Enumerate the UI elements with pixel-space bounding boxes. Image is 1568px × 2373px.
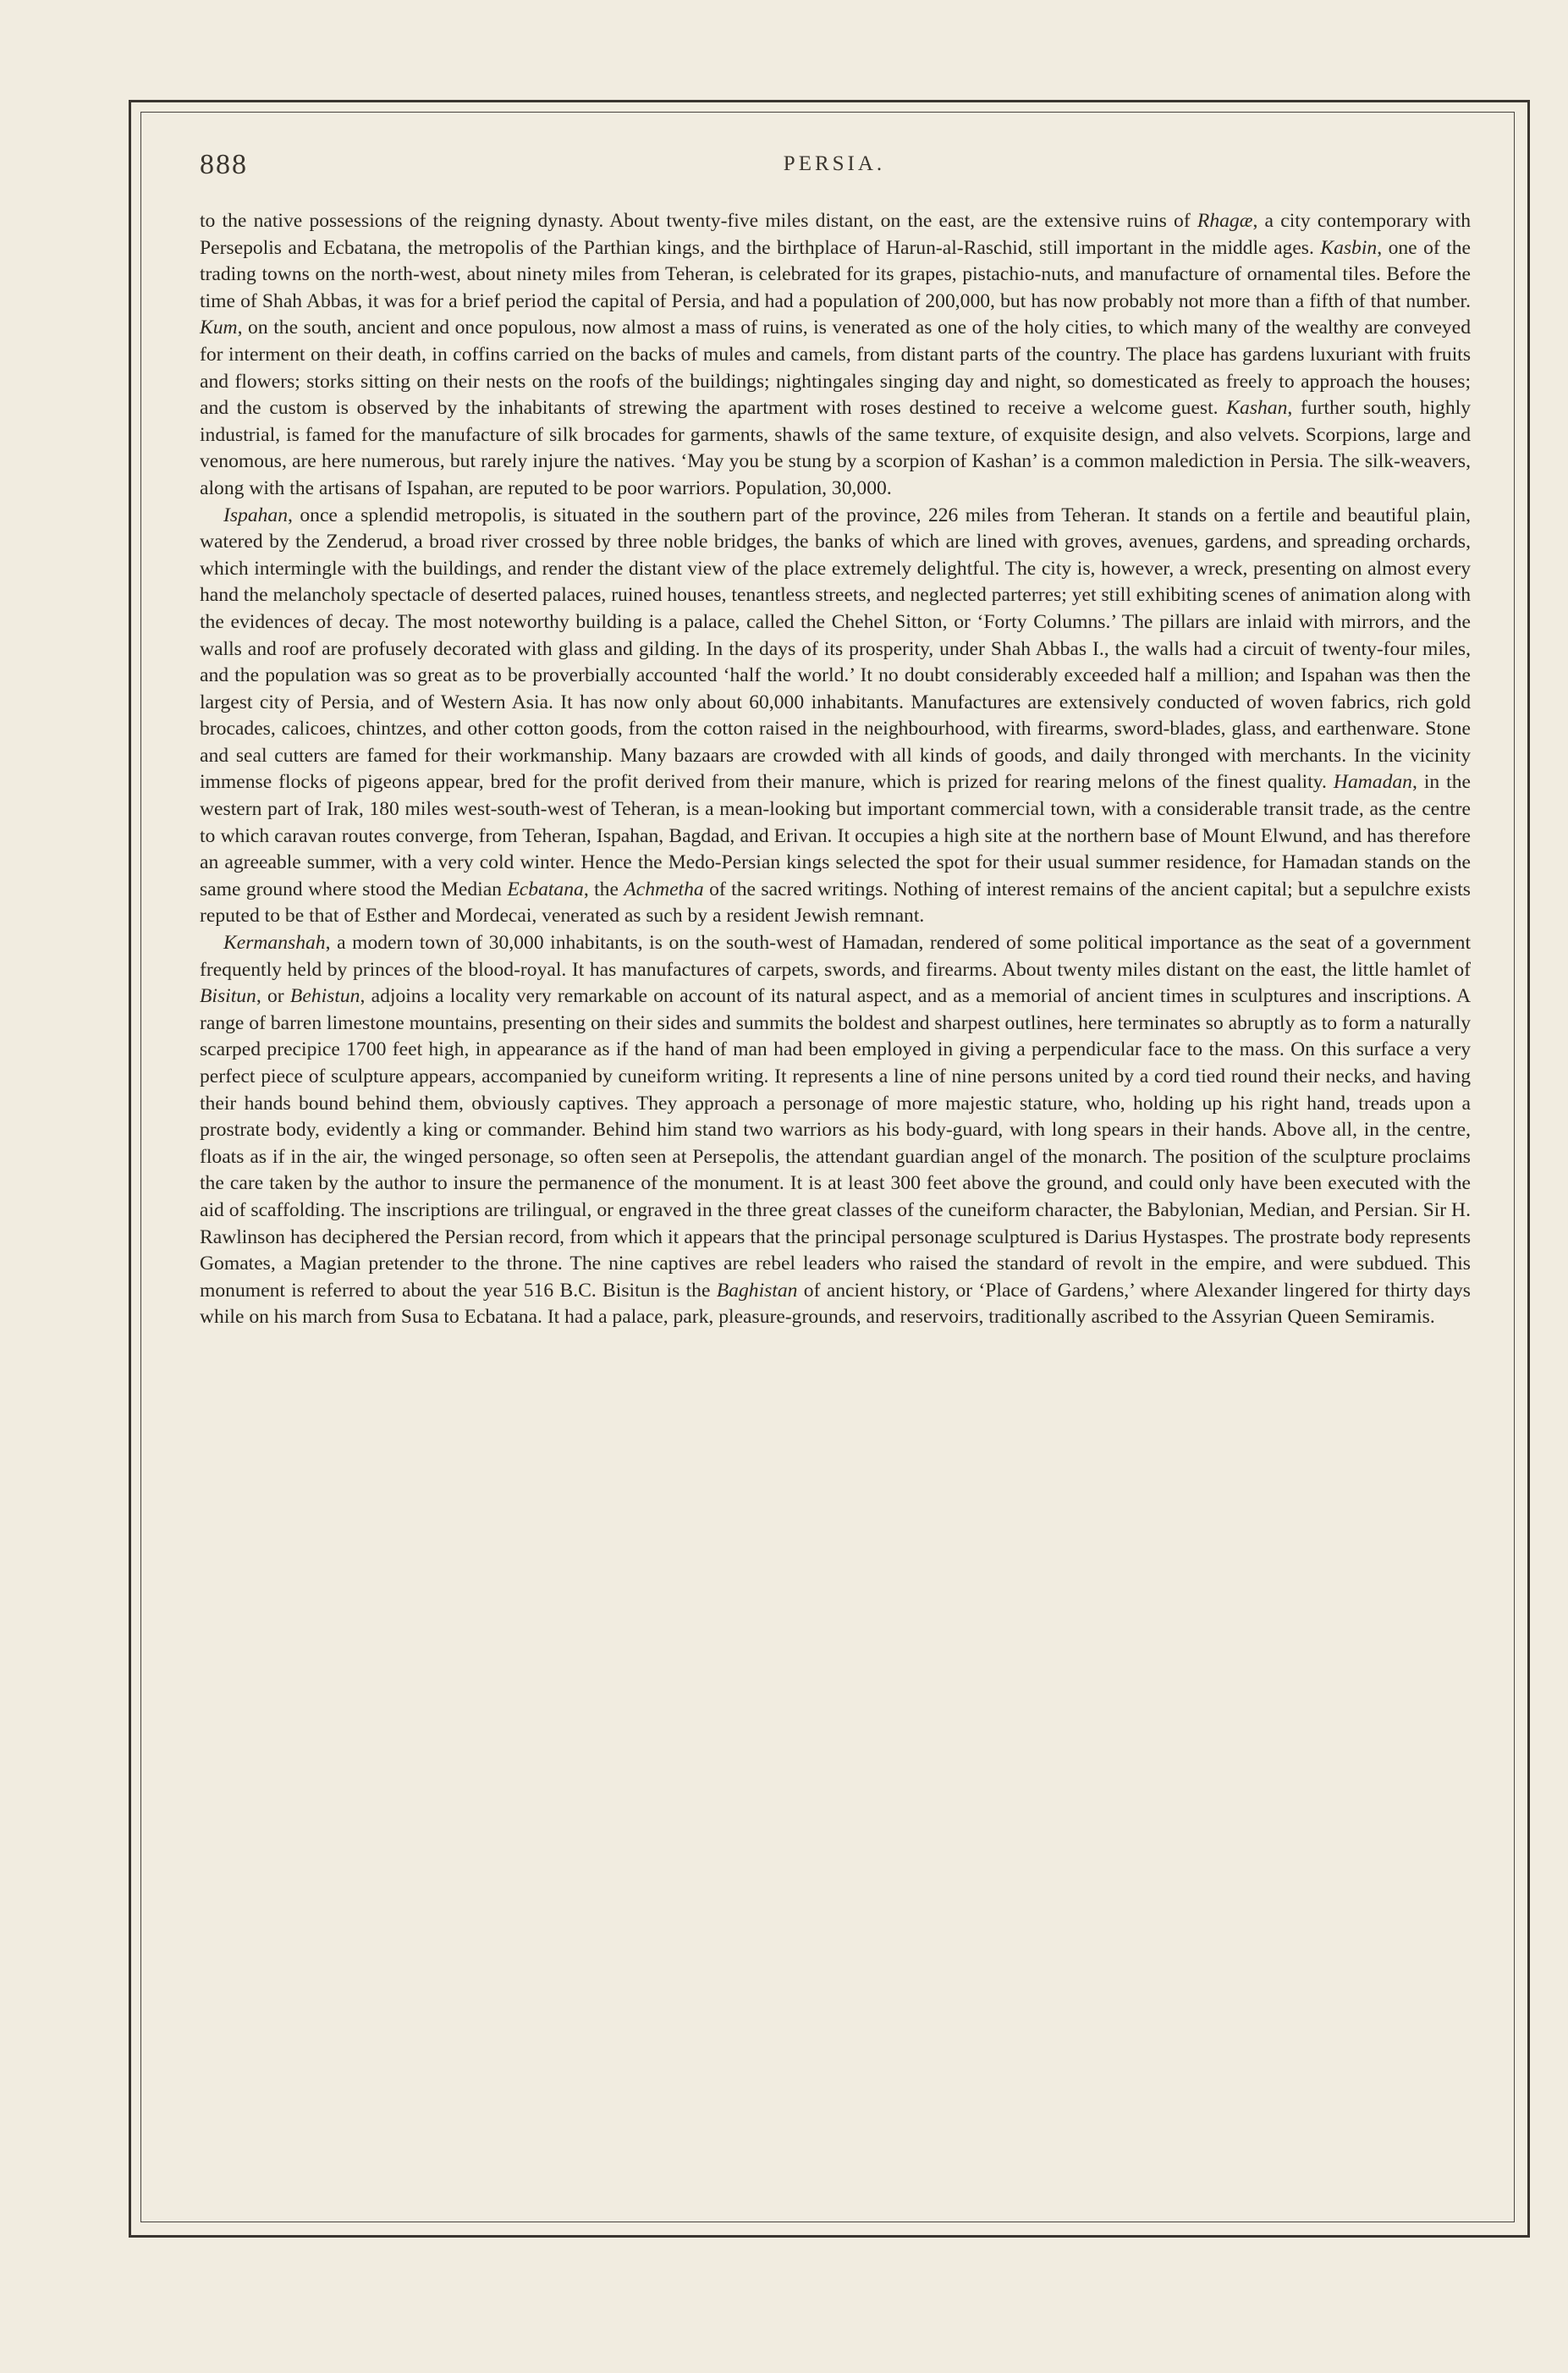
text-run: , a city contemporary with Persepolis and Ecbatana, the metropolis of the Parthian kings, and the birthplace of Harun-al-Raschid, still important in the middle ages. bbox=[200, 210, 1472, 259]
page-header bbox=[200, 149, 1469, 183]
italic-place-name: Kermanshah bbox=[223, 932, 326, 955]
italic-place-name: Kashan bbox=[1226, 397, 1288, 420]
italic-place-name: Kum bbox=[200, 317, 238, 339]
italic-place-name: Ecbatana bbox=[507, 878, 584, 900]
page-number: 888 bbox=[200, 149, 248, 180]
italic-place-name: Hamadan bbox=[1333, 771, 1412, 794]
italic-place-name: Baghistan bbox=[716, 1279, 798, 1302]
text-run: , or bbox=[256, 985, 290, 1008]
italic-place-name: Ispahan bbox=[223, 504, 289, 526]
italic-place-name: Rhagæ bbox=[1197, 210, 1253, 232]
italic-place-name: Achmetha bbox=[624, 878, 704, 900]
italic-place-name: Kasbin bbox=[1320, 236, 1378, 259]
text-run: , a modern town of 30,000 inhabitants, is on the south-west of Hamadan, rendered of some political importance as the seat of a government frequently held by princes of the blood-royal. It has manufactures of carpets, swords, and firearms. About twenty miles distant on the east, the little hamlet of bbox=[200, 932, 1471, 981]
paragraph bbox=[200, 208, 1471, 503]
text-run: , the bbox=[583, 878, 624, 900]
text-run: , one of the trading towns on the north-west, about ninety miles from Teheran, is celebrated for its grapes, pistachio-nuts, and manufacture of ornamental tiles. Before the time of Shah Abbas, it was for a brief period the capital of Persia, and had a population of 200,000, but has now probably not more than a fifth of that number. bbox=[200, 236, 1471, 312]
italic-place-name: Bisitun bbox=[200, 985, 256, 1008]
text-run: of ancient history, or ‘Place of Gardens,’ where Alexander lingered for thirty days while on his march from Susa to Ecbatana. It had a palace, park, pleasure-grounds, and reservoirs, traditionally ascribed to the Assyrian Queen Semiramis. bbox=[200, 1279, 1471, 1329]
text-run: , further south, highly industrial, is famed for the manufacture of silk brocades for garments, shawls of the same texture, of exquisite design, and also velvets. Scorpions, large and venomous, are here numerous, but rarely injure the natives. ‘May you be stung by a scorpion of Kashan’ is a common malediction in Persia. The silk-weavers, along with the artisans of Ispahan, are reputed to be poor warriors. Population, 30,000. bbox=[200, 397, 1471, 499]
paragraph bbox=[200, 930, 1471, 1331]
body-text bbox=[200, 208, 1471, 1331]
text-run: , adjoins a locality very remarkable on account of its natural aspect, and as a memorial of ancient times in sculptures and inscriptions. A range of barren limestone mountains, presenting on their sides and summits the boldest and sharpest outlines, here terminates so abruptly as to form a naturally scarped precipice 1700 feet high, in appearance as if the hand of man had been employed in giving a perpendicular face to the mass. On this surface a very perfect piece of sculpture appears, accompanied by cuneiform writing. It represents a line of nine persons united by a cord tied round their necks, and having their hands bound behind them, obviously captives. They approach a personage of more majestic stature, who, holding up his right hand, treads upon a prostrate body, evidently a king or commander. Behind him stand two warriors as his body-guard, with long spears in their hands. Above all, in the centre, floats as if in the air, the winged personage, so often seen at Persepolis, the attendant guardian angel of the monarch. The position of the sculpture proclaims the care taken by the author to insure the permanence of the monument. It is at least 300 feet above the ground, and could only have been executed with the aid of scaffolding. The inscriptions are trilingual, or engraved in the three great classes of the cuneiform character, the Babylonian, Median, and Persian. Sir H. Rawlinson has deciphered the Persian record, from which it appears that the principal personage sculptured is Darius Hystaspes. The prostrate body represents Gomates, a Magian pretender to the throne. The nine captives are rebel leaders who raised the standard of revolt in the empire, and were subdued. This monument is referred to about the year 516 B.C. Bisitun is the bbox=[200, 985, 1471, 1302]
text-run: , once a splendid metropolis, is situated in the southern part of the province, 226 miles from Teheran. It stands on a fertile and beautiful plain, watered by the Zenderud, a broad river crossed by three noble bridges, the banks of which are lined with groves, avenues, gardens, and spreading orchards, which intermingle with the buildings, and render the distant view of the place extremely delightful. The city is, however, a wreck, presenting on almost every hand the melancholy spectacle of deserted palaces, ruined houses, tenantless streets, and neglected parterres; yet still exhibiting scenes of animation along with the evidences of decay. The most noteworthy building is a palace, called the Chehel Sitton, or ‘Forty Columns.’ The pillars are inlaid with mirrors, and the walls and roof are profusely decorated with glass and gilding. In the days of its prosperity, under Shah Abbas I., the walls had a circuit of twenty-four miles, and the population was so great as to be proverbially accounted ‘half the world.’ It no doubt considerably exceeded half a million; and Ispahan was then the largest city of Persia, and of Western Asia. It has now only about 60,000 inhabitants. Manufactures are extensively conducted of woven fabrics, rich gold brocades, calicoes, chintzes, and other cotton goods, from the cotton raised in the neighbourhood, with firearms, sword-blades, glass, and earthenware. Stone and seal cutters are famed for their workmanship. Many bazaars are crowded with all kinds of goods, and daily thronged with merchants. In the vicinity immense flocks of pigeons appear, bred for the profit derived from their manure, which is prized for rearing melons of the finest quality. bbox=[200, 504, 1471, 794]
text-run: , on the south, ancient and once populous, now almost a mass of ruins, is venerated as one of the holy cities, to which many of the wealthy are conveyed for interment on their death, in coffins carried on the backs of mules and camels, from distant parts of the country. The place has gardens luxuriant with fruits and flowers; storks sitting on their nests on the roofs of the buildings; nightingales singing day and night, so domesticated as freely to approach the houses; and the custom is observed by the inhabitants of strewing the apartment with roses destined to receive a welcome guest. bbox=[200, 317, 1471, 420]
running-head: PERSIA. bbox=[783, 152, 886, 175]
italic-place-name: Behistun bbox=[289, 985, 360, 1008]
text-run: of the sacred writings. Nothing of interest remains of the ancient capital; but a sepulchre exists reputed to be that of Esther and Mordecai, venerated as such by a resident Jewish remnant. bbox=[200, 878, 1471, 928]
text-run: , in the western part of Irak, 180 miles west-south-west of Teheran, is a mean-looking but important commercial town, with a considerable transit trade, as the centre to which caravan routes converge, from Teheran, Ispahan, Bagdad, and Erivan. It occupies a high site at the northern base of Mount Elwund, and has therefore an agreeable summer, with a very cold winter. Hence the Medo-Persian kings selected the spot for their usual summer residence, for Hamadan stands on the same ground where stood the Median bbox=[200, 771, 1471, 900]
paragraph bbox=[200, 503, 1471, 931]
text-run: to the native possessions of the reigning dynasty. About twenty-five miles distant, on the east, are the extensive ruins of bbox=[200, 210, 1197, 232]
